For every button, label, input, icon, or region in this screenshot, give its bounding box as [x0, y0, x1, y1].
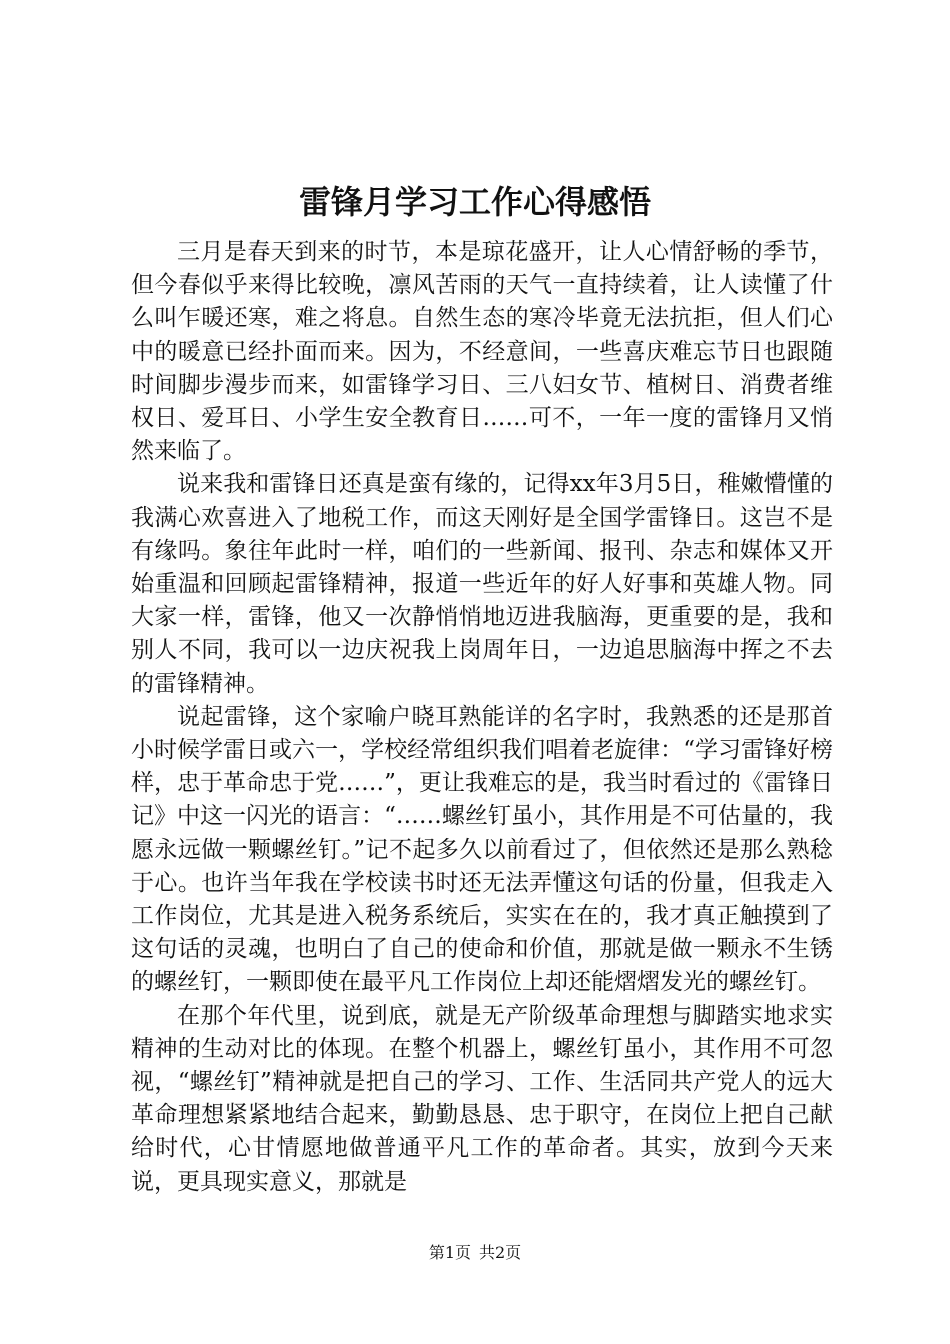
- document-title: 雷锋月学习工作心得感悟: [298, 183, 651, 221]
- paragraph-2: 说来我和雷锋日还真是蛮有缘的，记得xx年3月5日，稚嫩懵懂的我满心欢喜进入了地税工作，而这天刚好是全国学雷锋日。这岂不是有缘吗。象往年此时一样，咱们的一些新闻、报刊、杂志和媒体又开始重温和回顾起雷锋精神，报道一些近年的好人好事和英雄人物。同大家一样，雷锋，他又一次静悄悄地迈进我脑海，更重要的是，我和别人不同，我可以一边庆祝我上岗周年日，一边追思脑海中挥之不去的雷锋精神。: [131, 471, 833, 697]
- paragraph-1: 三月是春天到来的时节，本是琼花盛开，让人心情舒畅的季节，但今春似乎来得比较晚，凛风苦雨的天气一直持续着，让人读懂了什么叫乍暖还寒，难之将息。自然生态的寒冷毕竟无法抗拒，但人们心中的暖意已经扑面而来。因为，不经意间，一些喜庆难忘节日也跟随时间脚步漫步而来，如雷锋学习日、三八妇女节、植树日、消费者维权日、爱耳日、小学生安全教育日……可不，一年一度的雷锋月又悄然来临了。: [131, 239, 833, 465]
- paragraph-3: 说起雷锋，这个家喻户晓耳熟能详的名字时，我熟悉的还是那首小时候学雷日或六一，学校经常组织我们唱着老旋律：“学习雷锋好榜样，忠于革命忠于党……”，更让我难忘的是，我当时看过的《雷锋日记》中这一闪光的语言：“……螺丝钉虽小，其作用是不可估量的，我愿永远做一颗螺丝钉。”记不起多久以前看过了，但依然还是那么熟稔于心。也许当年我在学校读书时还无法弄懂这句话的份量，但我走入工作岗位，尤其是进入税务系统后，实实在在的，我才真正触摸到了这句话的灵魂，也明白了自己的使命和价值，那就是做一颗永不生锈的螺丝钉，一颗即使在最平凡工作岗位上却还能熠熠发光的螺丝钉。: [131, 703, 833, 996]
- document-body: [131, 236, 833, 1199]
- page-number: 第1页: [428, 1243, 471, 1262]
- paragraph-4: 在那个年代里，说到底，就是无产阶级革命理想与脚踏实地求实精神的生动对比的体现。在整个机器上，螺丝钉虽小，其作用不可忽视，“螺丝钉”精神就是把自己的学习、工作、生活同共产党人的远大革命理想紧紧地结合起来，勤勤恳恳、忠于职守，在岗位上把自己献给时代，心甘情愿地做普通平凡工作的革命者。其实，放到今天来说，更具现实意义，那就是: [131, 1002, 833, 1195]
- page-footer: [0, 1243, 950, 1263]
- page-total: 共2页: [479, 1243, 522, 1262]
